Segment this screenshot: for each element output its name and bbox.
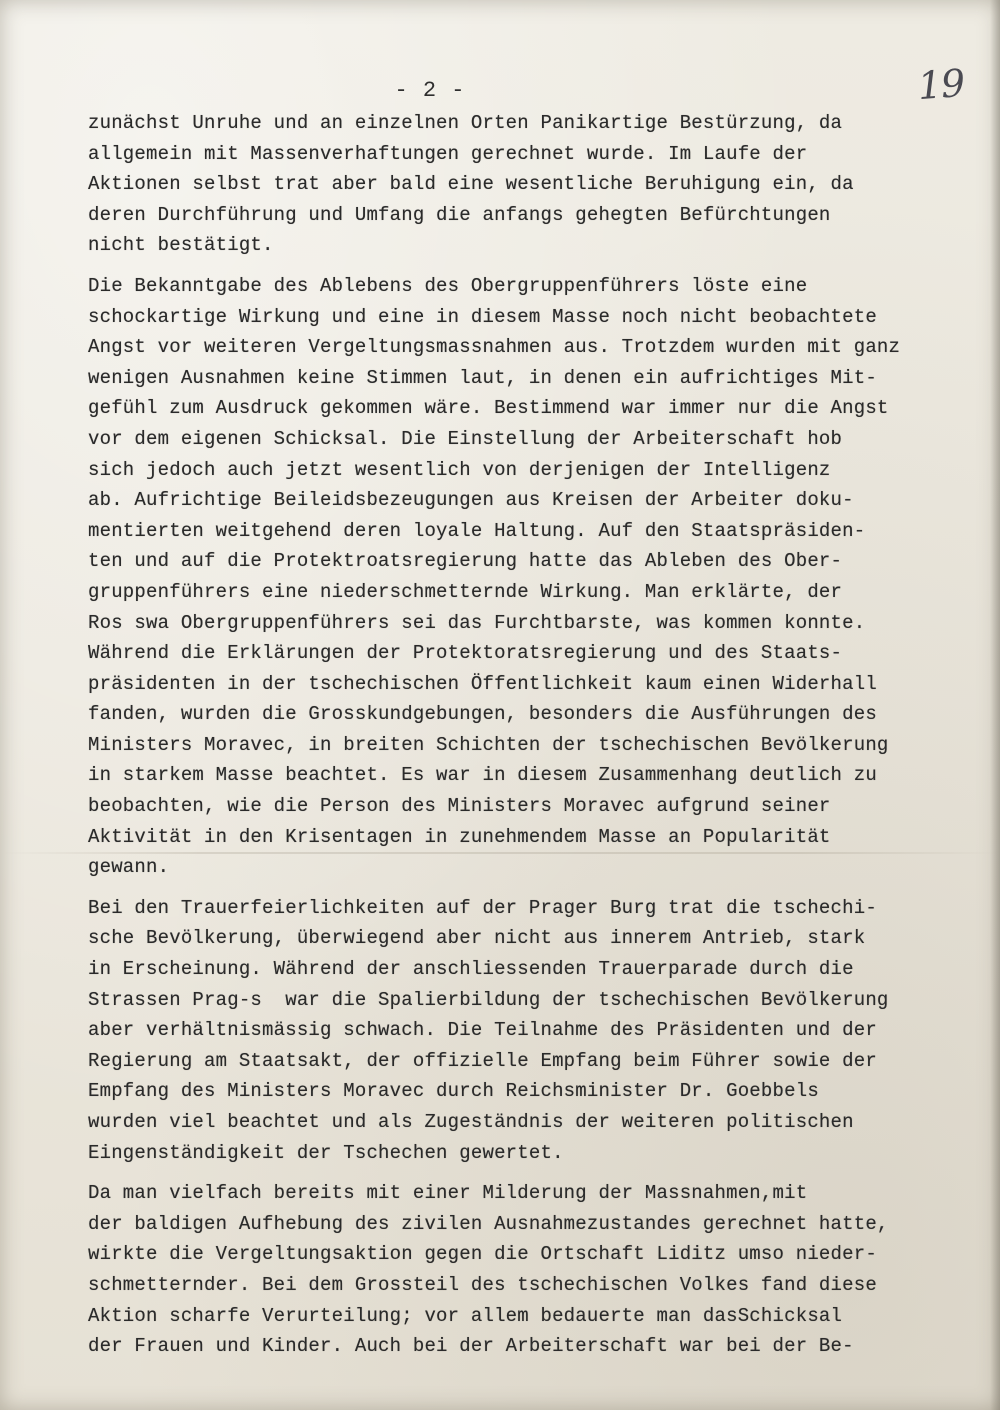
text-line: beobachten, wie die Person des Ministers Moravec aufgrund seiner — [88, 795, 831, 818]
text-line: allgemein mit Massenverhaftungen gerechnet wurde. Im Laufe der — [88, 142, 808, 165]
text-line: Aktionen selbst trat aber bald eine wesentliche Beruhigung ein, da — [88, 173, 854, 196]
text-line: deren Durchführung und Umfang die anfangs gehegten Befürchtungen — [88, 203, 831, 226]
text-line: Die Bekanntgabe des Ablebens des Obergruppenführers löste eine — [88, 274, 808, 297]
paragraph — [88, 1178, 978, 1362]
text-line: aber verhältnismässig schwach. Die Teilnahme des Präsidenten und der — [88, 1019, 877, 1042]
paper-right-edge — [990, 0, 1000, 1410]
text-line: Strassen Prag-s war die Spalierbildung der tschechischen Bevölkerung — [88, 988, 889, 1011]
text-line: präsidenten in der tschechischen Öffentlichkeit kaum einen Widerhall — [88, 672, 877, 695]
typewritten-body-text — [88, 108, 978, 1372]
text-line: Während die Erklärungen der Protektoratsregierung und des Staats- — [88, 642, 843, 665]
text-line: ten und auf die Protektroatsregierung hatte das Ableben des Ober- — [88, 550, 843, 573]
text-line: fanden, wurden die Grosskundgebungen, besonders die Ausführungen des — [88, 703, 877, 726]
text-line: wenigen Ausnahmen keine Stimmen laut, in denen ein aufrichtiges Mit- — [88, 366, 877, 389]
text-line: der Frauen und Kinder. Auch bei der Arbeiterschaft war bei der Be- — [88, 1335, 854, 1358]
text-line: sche Bevölkerung, überwiegend aber nicht aus innerem Antrieb, stark — [88, 927, 866, 950]
text-line: gruppenführers eine niederschmetternde Wirkung. Man erklärte, der — [88, 580, 843, 603]
text-line: zunächst Unruhe und an einzelnen Orten Panikartige Bestürzung, da — [88, 112, 843, 134]
text-line: gefühl zum Ausdruck gekommen wäre. Bestimmend war immer nur die Angst — [88, 397, 889, 420]
text-line: ab. Aufrichtige Beileidsbezeugungen aus Kreisen der Arbeiter doku- — [88, 489, 854, 512]
text-line: in starkem Masse beachtet. Es war in diesem Zusammenhang deutlich zu — [88, 764, 877, 787]
text-line: der baldigen Aufhebung des zivilen Ausnahmezustandes gerechnet hatte, — [88, 1212, 889, 1235]
text-line: gewann. — [88, 856, 170, 879]
text-line: Eingenständigkeit der Tschechen gewertet. — [88, 1141, 564, 1164]
handwritten-folio-number: 19 — [916, 60, 966, 109]
text-line: Empfang des Ministers Moravec durch Reichsminister Dr. Goebbels — [88, 1080, 819, 1103]
text-line: Ministers Moravec, in breiten Schichten der tschechischen Bevölkerung — [88, 733, 889, 756]
text-line: Aktion scharfe Verurteilung; vor allem bedauerte man dasSchicksal — [88, 1304, 843, 1327]
text-line: Regierung am Staatsakt, der offizielle Empfang beim Führer sowie der — [88, 1049, 877, 1072]
text-line: vor dem eigenen Schicksal. Die Einstellung der Arbeiterschaft hob — [88, 427, 843, 450]
text-line: Ros swa Obergruppenführers sei das Furchtbarste, was kommen konnte. — [88, 611, 866, 634]
paragraph — [88, 271, 978, 883]
paragraph — [88, 108, 978, 261]
text-line: nicht bestätigt. — [88, 234, 274, 257]
paragraph — [88, 893, 978, 1168]
page-number: - 2 - — [394, 78, 466, 103]
text-line: schockartige Wirkung und eine in diesem Masse noch nicht beobachtete — [88, 305, 877, 328]
text-line: in Erscheinung. Während der anschliessenden Trauerparade durch die — [88, 958, 854, 981]
text-line: mentierten weitgehend deren loyale Haltung. Auf den Staatspräsiden- — [88, 519, 866, 542]
text-line: sich jedoch auch jetzt wesentlich von derjenigen der Intelligenz — [88, 458, 831, 481]
text-line: Bei den Trauerfeierlichkeiten auf der Prager Burg trat die tschechi- — [88, 896, 877, 919]
text-line: wurden viel beachtet und als Zugeständnis der weiteren politischen — [88, 1111, 854, 1133]
text-line: Aktivität in den Krisentagen in zunehmendem Masse an Popularität — [88, 825, 831, 848]
text-line: Da man vielfach bereits mit einer Milderung der Massnahmen,mit — [88, 1182, 808, 1205]
text-line: schmetternder. Bei dem Grossteil des tschechischen Volkes fand diese — [88, 1273, 877, 1296]
text-line: wirkte die Vergeltungsaktion gegen die Ortschaft Liditz umso nieder- — [88, 1243, 877, 1266]
text-line: Angst vor weiteren Vergeltungsmassnahmen aus. Trotzdem wurden mit ganz — [88, 336, 901, 359]
